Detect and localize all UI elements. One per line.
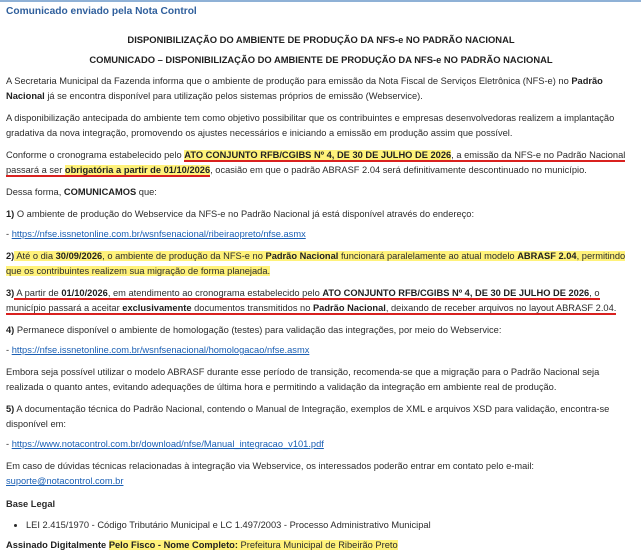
p3-date-highlight: obrigatória a partir de 01/10/2026 xyxy=(64,165,211,175)
signature-role: Pelo Fisco - Nome Completo: xyxy=(108,540,238,550)
item-1-text: O ambiente de produção do Webservice da NFS-e no Padrão Nacional já está disponível através do endereço: xyxy=(14,209,475,219)
p3-text-c: , a emissão da NFS-e no Padrão Nacional passará a ser xyxy=(6,150,626,175)
paragraph-contact xyxy=(6,459,636,489)
item-3-g: documentos transmitidos no xyxy=(191,303,313,313)
item-1-number: 1) xyxy=(6,209,15,219)
p3-text-e: , ocasião em que o padrão ABRASF 2.04 será definitivamente descontinuado no município. xyxy=(210,165,587,175)
item-5 xyxy=(6,402,636,432)
p3-act-highlight: ATO CONJUNTO RFB/CGIBS Nº 4, DE 30 DE JULHO DE 2026 xyxy=(184,150,452,160)
item-1 xyxy=(6,207,636,222)
item-5-number: 5) xyxy=(6,404,15,414)
item-4-number: 4) xyxy=(6,325,15,335)
item-3-a: A partir de xyxy=(14,288,62,298)
heading-communique: COMUNICADO – DISPONIBILIZAÇÃO DO AMBIENTE DE PRODUÇÃO DA NFS-e NO PADRÃO NACIONAL xyxy=(89,54,553,65)
paragraph-schedule xyxy=(6,148,636,178)
item-2-g: , permitindo que os contribuintes realizem sua migração de forma planejada. xyxy=(6,251,626,276)
item-3 xyxy=(6,286,636,316)
item-2-f: ABRASF 2.04 xyxy=(517,251,577,261)
item-2-c: , o ambiente de produção da NFS-e no xyxy=(102,251,266,261)
item-3-underlined xyxy=(6,288,616,315)
production-webservice-link[interactable]: https://nfse.issnetonline.com.br/wsnfsenacional/ribeiraopreto/nfse.asmx xyxy=(11,229,306,239)
item-4-link-row xyxy=(6,343,636,358)
item-2-e: funcionará paralelamente ao atual modelo xyxy=(338,251,518,261)
item-5-link-row xyxy=(6,437,636,452)
item-1-link-row xyxy=(6,227,636,242)
signature-name: Prefeitura Municipal de Ribeirão Preto xyxy=(237,540,398,550)
item-2 xyxy=(6,249,636,279)
item-4-text: Permanece disponível o ambiente de homologação (testes) para validação das integrações, por meio do Webservice: xyxy=(14,325,502,335)
p1-text-a: A Secretaria Municipal da Fazenda informa que o ambiente de produção para emissão da Nota Fiscal de Serviços Eletrônica (NFS-e) no xyxy=(6,76,572,86)
bullet-dash: - xyxy=(6,229,12,239)
signature-line xyxy=(6,538,636,553)
homologation-webservice-link[interactable]: https://nfse.issnetonline.com.br/wsnfsenacional/homologacao/nfse.asmx xyxy=(11,345,310,355)
p4-text-a: Dessa forma, xyxy=(6,187,64,197)
base-legal-item: • LEI 2.415/1970 - Código Tributário Municipal e LC 1.497/2003 - Processo Administrativo Municipal xyxy=(26,518,636,532)
page-title: Comunicado enviado pela Nota Control xyxy=(6,6,197,17)
bullet-dash: - xyxy=(6,345,12,355)
message-body xyxy=(6,0,636,553)
item-3-c: , em atendimento ao cronograma estabelecido pelo xyxy=(107,288,323,298)
support-email-link[interactable]: suporte@notacontrol.com.br xyxy=(6,476,124,486)
signature-label: Assinado Digitalmente xyxy=(6,540,109,550)
contact-text: Em caso de dúvidas técnicas relacionadas à integração via Webservice, os interessados poderão entrar em contato pelo e-mail: xyxy=(6,461,534,471)
item-3-b: 01/10/2026 xyxy=(61,288,108,298)
p4-bold: COMUNICAMOS xyxy=(63,187,137,197)
item-4 xyxy=(6,323,636,338)
item-2-highlight xyxy=(6,251,625,276)
manual-download-link[interactable]: https://www.notacontrol.com.br/download/nfse/Manual_integracao_v101.pdf xyxy=(11,439,324,449)
p3-text-a: Conforme o cronograma estabelecido pelo xyxy=(6,150,185,160)
paragraph-communicate xyxy=(6,185,636,200)
item-2-number: 2) xyxy=(6,251,15,261)
p1-bold: Padrão Nacional xyxy=(6,76,603,101)
paragraph-intro xyxy=(6,74,636,104)
signature-highlight xyxy=(109,540,398,550)
base-legal-label: Base Legal xyxy=(6,499,56,509)
item-5-text: A documentação técnica do Padrão Nacional, contendo o Manual de Integração, exemplos de XML e arquivos XSD para validação, encontra-se disponível em: xyxy=(6,404,610,429)
item-2-d: Padrão Nacional xyxy=(265,251,339,261)
item-3-d: ATO CONJUNTO RFB/CGIBS Nº 4, DE 30 DE JULHO DE 2026 xyxy=(322,288,590,298)
paragraph-objective: A disponibilização antecipada do ambiente tem como objetivo possibilitar que os contribuintes e empresas desenvolvedoras realizem a implantação gradativa da nova integração, promovendo os ajustes necessários e iniciando a emissão em produção assim que possível. xyxy=(6,113,615,138)
base-legal-list xyxy=(6,518,636,532)
item-2-a: Até o dia xyxy=(14,251,56,261)
item-3-i: , deixando de receber arquivos no layout ABRASF 2.04. xyxy=(385,303,617,313)
p4-text-c: que: xyxy=(136,187,157,197)
item-3-e: , o município passará a aceitar xyxy=(6,288,600,313)
item-3-f: exclusivamente xyxy=(122,303,192,313)
p1-text-c: já se encontra disponível para utilização pelos sistemas próprios de emissão (Webservice). xyxy=(44,91,423,101)
item-3-number: 3) xyxy=(6,288,15,298)
item-3-h: Padrão Nacional xyxy=(312,303,386,313)
bullet-dash: - xyxy=(6,439,12,449)
heading-main: DISPONIBILIZAÇÃO DO AMBIENTE DE PRODUÇÃO DA NFS-e NO PADRÃO NACIONAL xyxy=(127,34,515,45)
paragraph-recommendation: Embora seja possível utilizar o modelo ABRASF durante esse período de transição, recomenda-se que a migração para o Padrão Nacional seja realizada o quanto antes, evitando adequações de última hora e permitindo a validação da integração em ambiente real de produção. xyxy=(6,367,600,392)
item-2-b: 30/09/2026 xyxy=(55,251,103,261)
